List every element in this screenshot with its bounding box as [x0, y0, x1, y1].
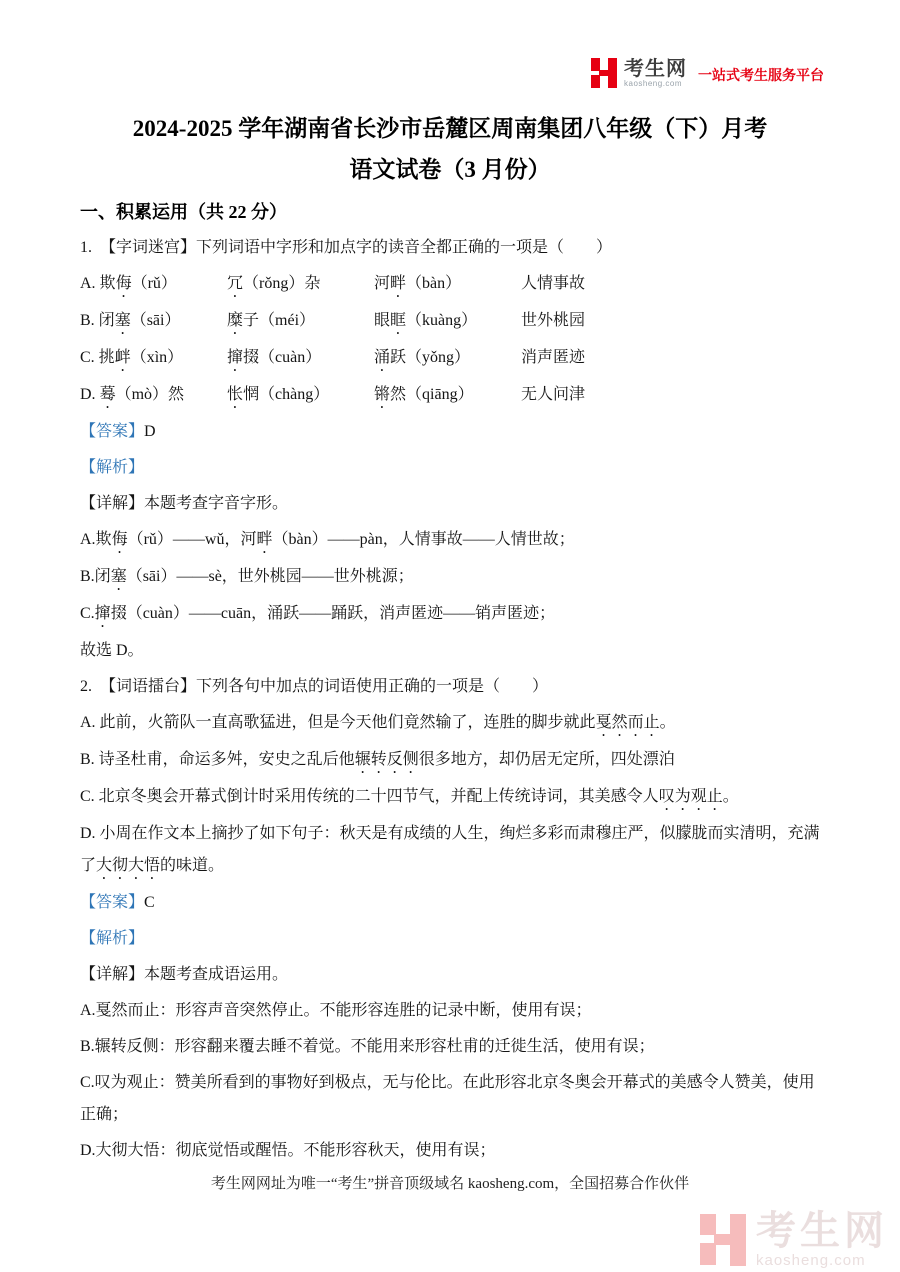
- text-segment: 故选 D。: [80, 642, 144, 659]
- text-segment: 一、积累运用（共 22 分）: [80, 202, 287, 222]
- brand-name: 考生网: [624, 58, 687, 80]
- q1-answer: [80, 416, 820, 448]
- text-segment: A. 欺: [80, 275, 116, 292]
- q2-expl-b: [80, 1031, 820, 1063]
- option-cell: [80, 305, 227, 338]
- text-segment: （rǒng）杂: [243, 275, 321, 292]
- document-title: [0, 108, 900, 190]
- footer-note: 考生网网址为唯一“考生”拼音顶级域名 kaosheng.com，全国招募合作伙伴: [210, 1176, 690, 1192]
- text-segment: D. 小周在作文本上摘抄了如下句子：秋天是有成绩的人生，绚烂多彩而肃穆庄严，似朦胧而实清明，充满了: [80, 825, 820, 874]
- dotted-text: 叹为观止: [658, 788, 723, 805]
- brand-text: [624, 59, 687, 88]
- dotted-text: 撺: [227, 349, 244, 366]
- text-segment: 人情事故: [521, 275, 586, 292]
- text-segment: C. 北京冬奥会开幕式倒计时采用传统的二十四节气，并配上传统诗词，其美感令人: [80, 788, 659, 805]
- dotted-text: 涌: [374, 349, 391, 366]
- q1-expl-b: [80, 561, 820, 594]
- dotted-text: 大彻大悟: [96, 857, 161, 874]
- text-segment: 【详解】本题考查成语运用。: [80, 966, 289, 983]
- dotted-text: 撺: [94, 605, 111, 622]
- q2-answer: [80, 887, 820, 919]
- option-cell: [227, 342, 374, 375]
- text-segment: 眼: [374, 312, 391, 329]
- text-segment: A. 此前，火箭队一直高歌猛进，但是今天他们竟然输了，连胜的脚步就此: [80, 714, 596, 731]
- q1-expl-c: [80, 598, 820, 631]
- text-segment: B. 闭: [80, 312, 115, 329]
- dotted-text: 塞: [114, 312, 131, 329]
- text-segment: D: [144, 423, 156, 440]
- text-segment: （rǔ）: [131, 275, 177, 292]
- text-segment: 无人问津: [521, 386, 586, 403]
- text-segment: 消声匿迹: [521, 349, 586, 366]
- label-text: 【解析】: [80, 930, 145, 947]
- q2-expl-d: [80, 1135, 820, 1167]
- text-segment: 。: [722, 788, 739, 805]
- q1-option-c: [80, 342, 820, 375]
- document-body: [80, 196, 820, 1171]
- option-cell: [80, 268, 227, 301]
- dotted-text: 眶: [390, 312, 407, 329]
- dotted-text: 侮: [111, 531, 128, 548]
- text-segment: 。: [659, 714, 676, 731]
- q1-expl-a: [80, 524, 820, 557]
- label-text: 【答案】: [80, 423, 145, 440]
- document-title-line1: 2024-2025 学年湖南省长沙市岳麓区周南集团八年级（下）月考: [132, 116, 768, 141]
- q2-stem: [80, 671, 820, 703]
- text-segment: D.: [80, 386, 100, 403]
- text-segment: 世外桃园: [521, 312, 586, 329]
- text-segment: B.闭: [80, 568, 111, 585]
- text-segment: 惘（chàng）: [243, 386, 330, 403]
- text-segment: D.大彻大悟：彻底觉悟或醒悟。不能形容秋天，使用有误；: [80, 1142, 496, 1159]
- text-segment: （bàn）: [406, 275, 462, 292]
- brand-tagline: 一站式考生服务平台: [698, 67, 824, 83]
- text-segment: 然（qiāng）: [390, 386, 474, 403]
- q1-analysis-label: [80, 452, 820, 484]
- text-segment: A.欺: [80, 531, 112, 548]
- q1-detail: [80, 488, 820, 520]
- option-cell: [521, 379, 585, 412]
- text-segment: （kuàng）: [406, 312, 478, 329]
- q2-option-c: [80, 781, 820, 814]
- text-segment: 跃（yǒng）: [390, 349, 471, 366]
- watermark: [700, 1211, 888, 1268]
- q2-option-a: [80, 707, 820, 740]
- option-cell: [227, 268, 374, 301]
- option-cell: [521, 305, 585, 338]
- q2-option-d: [80, 818, 820, 883]
- text-segment: 掇（cuàn）——cuān，涌跃——踊跃，消声匿迹——销声匿迹；: [110, 605, 556, 622]
- text-segment: 的味道。: [160, 857, 225, 874]
- dotted-text: 畔: [256, 531, 273, 548]
- q2-expl-c: [80, 1067, 820, 1131]
- q1-option-a: [80, 268, 820, 301]
- watermark-domain: kaosheng.com: [756, 1252, 866, 1269]
- text-segment: 掇（cuàn）: [243, 349, 322, 366]
- text-segment: B.辗转反侧：形容翻来覆去睡不着觉。不能用来形容杜甫的迁徙生活，使用有误；: [80, 1038, 655, 1055]
- dotted-text: 辗转反侧: [354, 751, 419, 768]
- text-segment: C.叹为观止：赞美所看到的事物好到极点，无与伦比。在此形容北京冬奥会开幕式的美感令人赞美，使用正确；: [80, 1074, 815, 1123]
- text-segment: 2. 【词语擂台】下列各句中加点的词语使用正确的一项是（ ）: [80, 678, 549, 695]
- q1-option-d: [80, 379, 820, 412]
- dotted-text: 侮: [115, 275, 132, 292]
- text-segment: 河: [374, 275, 391, 292]
- q2-detail: [80, 959, 820, 991]
- text-segment: （sāi）: [130, 312, 181, 329]
- text-segment: C: [144, 894, 155, 911]
- q2-analysis-label: [80, 923, 820, 955]
- text-segment: 【详解】本题考查字音字形。: [80, 495, 289, 512]
- text-segment: （bàn）——pàn，人情事故——人情世故；: [272, 531, 575, 548]
- watermark-name: 考生网: [756, 1209, 888, 1253]
- watermark-text: [756, 1211, 888, 1268]
- brand-domain: kaosheng.com: [624, 79, 683, 88]
- text-segment: （xìn）: [130, 349, 184, 366]
- text-segment: 子（méi）: [243, 312, 316, 329]
- option-cell: [227, 379, 374, 412]
- section-heading: [80, 196, 820, 228]
- option-cell: [521, 342, 585, 375]
- label-text: 【答案】: [80, 894, 145, 911]
- option-cell: [80, 342, 227, 375]
- text-segment: B. 诗圣杜甫，命运多舛，安史之乱后他: [80, 751, 355, 768]
- option-cell: [80, 379, 227, 412]
- text-segment: （rǔ）——wǔ，河: [127, 531, 257, 548]
- option-cell: [374, 379, 521, 412]
- q2-expl-a: [80, 995, 820, 1027]
- text-segment: 1. 【字词迷宫】下列词语中字形和加点字的读音全都正确的一项是（ ）: [80, 239, 613, 256]
- dotted-text: 冗: [227, 275, 244, 292]
- dotted-text: 塞: [110, 568, 127, 585]
- dotted-text: 戛然而止: [595, 714, 660, 731]
- label-text: 【解析】: [80, 459, 145, 476]
- option-cell: [374, 305, 521, 338]
- option-cell: [521, 268, 585, 301]
- dotted-text: 糜: [227, 312, 244, 329]
- dotted-text: 畔: [390, 275, 407, 292]
- option-cell: [374, 342, 521, 375]
- dotted-text: 蓦: [99, 386, 116, 403]
- document-title-line2: 语文试卷（3 月份）: [349, 157, 551, 182]
- brand-header: [591, 58, 824, 88]
- text-segment: A.戛然而止：形容声音突然停止。不能形容连胜的记录中断，使用有误；: [80, 1002, 592, 1019]
- text-segment: （mò）然: [115, 386, 185, 403]
- q1-conclusion: [80, 635, 820, 667]
- q2-option-b: [80, 744, 820, 777]
- option-cell: [374, 268, 521, 301]
- q1-stem: [80, 232, 820, 264]
- dotted-text: 怅: [227, 386, 244, 403]
- kaosheng-logo-icon: [591, 58, 617, 88]
- text-segment: C.: [80, 605, 95, 622]
- text-segment: 很多地方，却仍居无定所，四处漂泊: [418, 751, 675, 768]
- text-segment: C. 挑: [80, 349, 115, 366]
- text-segment: （sāi）——sè，世外桃园——世外桃源；: [126, 568, 414, 585]
- dotted-text: 衅: [114, 349, 131, 366]
- dotted-text: 锵: [374, 386, 391, 403]
- q1-option-b: [80, 305, 820, 338]
- option-cell: [227, 305, 374, 338]
- kaosheng-watermark-icon: [700, 1214, 746, 1266]
